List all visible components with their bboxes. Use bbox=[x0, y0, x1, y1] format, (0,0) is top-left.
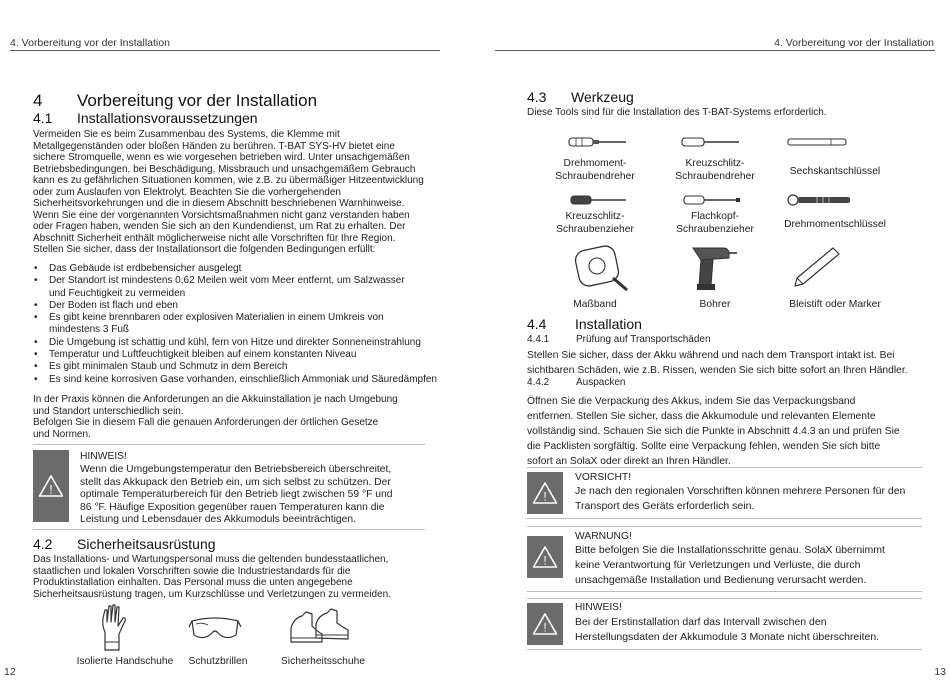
text-line: • Das Gebäude ist erdbebensicher ausgelegt bbox=[49, 263, 242, 274]
running-header: 4. Vorbereitung vor der Installation bbox=[774, 37, 934, 49]
text-line: sofort an SolaX oder direkt an Ihren Händler. bbox=[527, 456, 731, 467]
section-number: 4.2 bbox=[33, 536, 53, 552]
running-header: 4. Vorbereitung vor der Installation bbox=[10, 37, 170, 49]
section-number: 4.4 bbox=[527, 316, 547, 332]
text-line: Flachkopf- bbox=[690, 211, 740, 222]
chapter-heading bbox=[33, 91, 317, 111]
list-item bbox=[32, 349, 462, 361]
practice-paragraph bbox=[33, 394, 453, 440]
tape-measure-icon bbox=[573, 244, 629, 292]
text-line: Stellen Sie sicher, dass der Installationsort die folgenden Bedingungen erfüllt: bbox=[33, 244, 376, 255]
section-4-1-heading bbox=[33, 110, 258, 126]
text-line: • Es gibt keine brennbaren oder explosiven Materialien in einem Umkreis von bbox=[49, 312, 384, 324]
tool-label: Drehmomentschlüssel bbox=[784, 219, 886, 230]
section-4-4-1-heading bbox=[527, 334, 711, 345]
phillips-screwdriver-icon bbox=[681, 136, 741, 148]
text-line: sichere Stromquelle, wenn es wie vorgesehen betrieben wird. Unter unsachgemäßen bbox=[33, 152, 410, 163]
text-line: Metallgegenständen oder bloßen Händen zu berühren. T-BAT SYS-HV bietet eine bbox=[33, 140, 395, 152]
text-line: • Es sind keine korrosiven Gase vorhanden, einschließlich Ammoniak und Säuredämpfen bbox=[49, 373, 437, 385]
notice-title: HINWEIS! bbox=[80, 451, 127, 462]
warning-title: WARNUNG! bbox=[575, 531, 632, 542]
text-line: mindestens 3 Fuß bbox=[49, 324, 130, 336]
text-line: vollständig sind. Schauen Sie sich die Punkte in Abschnitt 4.4.3 an und prüfen Sie bbox=[527, 426, 900, 437]
safety-paragraph bbox=[33, 554, 453, 600]
warning-icon bbox=[33, 450, 69, 522]
equipment-label: Sicherheitsschuhe bbox=[280, 656, 366, 667]
text-line: Kreuzschlitz- bbox=[685, 158, 745, 169]
text-line: Je nach den regionalen Vorschriften können mehrere Personen für den bbox=[575, 485, 906, 497]
text-line: Wenn Sie eine der vorgenannten Vorsichtsmaßnahmen nicht ganz verstanden haben bbox=[33, 209, 410, 221]
text-line: Produktinstallation einhalten. Das Personal muss die unten angegebene bbox=[33, 577, 353, 588]
text-line: und Standort unterschiedlich sein. bbox=[33, 405, 184, 417]
text-line: optimale Temperaturbereich für den Betrieb liegt zwischen 59 °F und bbox=[80, 489, 393, 500]
chapter-number: 4 bbox=[33, 91, 43, 110]
text-line: Drehmoment- bbox=[563, 158, 627, 169]
equipment-label: Isolierte Handschuhe bbox=[76, 656, 174, 667]
tool-label bbox=[665, 210, 765, 236]
section-title: Auspacken bbox=[576, 377, 626, 388]
text-line: Öffnen Sie die Verpackung des Akkus, indem Sie das Verpackungsband bbox=[527, 396, 856, 407]
section-title: Prüfung auf Transportschäden bbox=[576, 334, 711, 345]
header-rule bbox=[495, 50, 935, 51]
text-line: sichtbaren Schäden, wie z.B. Rissen, wenden Sie sich bitte sofort an Ihren Händler. bbox=[527, 365, 908, 376]
text-line: Leistung und Lebensdauer des Akkumoduls beeinträchtigen. bbox=[80, 514, 356, 525]
conditions-list bbox=[32, 263, 462, 386]
text-line: • Temperatur und Luftfeuchtigkeit bleiben auf einem konstanten Niveau bbox=[49, 349, 357, 361]
text-line: staatlichen und lokalen Vorschriften sowie die Industriestandards für die bbox=[33, 565, 351, 577]
transport-paragraph bbox=[527, 348, 942, 378]
section-number: 4.4.1 bbox=[527, 334, 550, 345]
section-4-3-heading bbox=[527, 89, 634, 105]
text-line: • Es gibt minimalen Staub und Schmutz in dem Bereich bbox=[49, 361, 288, 373]
text-line: • Der Standort ist mindestens 0,62 Meilen weit vom Meer entfernt, um Salzwasser bbox=[49, 275, 405, 287]
list-item bbox=[32, 300, 462, 312]
text-line: stellt das Akkupack den Betrieb ein, um sich selbst zu schützen. Der bbox=[80, 476, 391, 488]
text-line: Bei der Erstinstallation darf das Intervall zwischen den bbox=[575, 616, 827, 628]
torque-screwdriver-icon bbox=[568, 134, 628, 150]
section-number: 4.4.2 bbox=[527, 377, 550, 388]
tools-intro: Diese Tools sind für die Installation des T-BAT-Systems erforderlich. bbox=[527, 107, 827, 118]
text-line: Sicherheitsvorkehrungen und die in diesem Abschnitt beschriebenen Warnhinweise. bbox=[33, 198, 405, 209]
section-title: Sicherheitsausrüstung bbox=[77, 536, 216, 552]
text-line: Schraubendreher bbox=[555, 171, 635, 182]
section-4-2-heading bbox=[33, 536, 216, 552]
text-line: Vermeiden Sie es beim Zusammenbau des Systems, die Klemme mit bbox=[33, 129, 340, 140]
torque-wrench-icon bbox=[787, 191, 853, 209]
text-line: kann es zu gefährlichen Situationen kommen, wie z.B. zu übermäßiger Hitzeentwicklung bbox=[33, 175, 424, 186]
svg-text:!: ! bbox=[49, 482, 53, 497]
intro-paragraph bbox=[33, 129, 453, 256]
header-rule bbox=[10, 50, 440, 51]
warning-icon bbox=[527, 603, 563, 645]
caution-title: VORSICHT! bbox=[575, 472, 632, 483]
tool-label: Sechskantschlüssel bbox=[789, 166, 881, 177]
tool-label: Maßband bbox=[573, 299, 617, 310]
text-line: unsachgemäße Installation und Bedienung verursacht werden. bbox=[575, 574, 867, 586]
hex-key-icon bbox=[787, 136, 849, 148]
safety-shoes-icon bbox=[288, 606, 352, 648]
list-item bbox=[32, 337, 462, 349]
flathead-screwdriver-icon bbox=[683, 194, 741, 206]
tool-label: Bleistift oder Marker bbox=[789, 299, 881, 310]
gloves-icon bbox=[98, 602, 132, 654]
text-line: In der Praxis können die Anforderungen an die Akkuinstallation je nach Umgebung bbox=[33, 394, 398, 405]
drill-icon bbox=[687, 240, 739, 292]
equipment-label: Schutzbrillen bbox=[188, 656, 248, 667]
text-line: Das Installations- und Wartungspersonal muss die geltenden bundesstaatlichen, bbox=[33, 554, 389, 565]
warning-icon bbox=[527, 472, 563, 514]
text-line: Befolgen Sie in diesem Fall die genauen Anforderungen der örtlichen Gesetze bbox=[33, 417, 379, 428]
section-4-4-2-heading bbox=[527, 377, 625, 388]
list-item bbox=[32, 275, 462, 300]
warning-icon bbox=[527, 536, 563, 578]
text-line: Herstellungsdaten der Akkumodule 3 Monate nicht überschreiten. bbox=[575, 631, 880, 643]
list-item bbox=[32, 374, 462, 386]
svg-text:!: ! bbox=[543, 553, 547, 568]
section-title: Installationsvoraussetzungen bbox=[77, 110, 258, 126]
text-line: Schraubenzieher bbox=[676, 224, 754, 235]
pencil-icon bbox=[793, 246, 841, 288]
section-title: Installation bbox=[575, 316, 642, 332]
caution-text bbox=[575, 484, 920, 514]
section-title: Werkzeug bbox=[571, 89, 634, 105]
text-line: Transport des Geräts erforderlich sein. bbox=[575, 500, 755, 512]
text-line: und Normen. bbox=[33, 428, 91, 440]
unpack-paragraph bbox=[527, 394, 942, 469]
list-item bbox=[32, 361, 462, 373]
notice-title: HINWEIS! bbox=[575, 602, 622, 613]
text-line: die Packlisten sorgfältig. Sollte eine Verpackung fehlen, wenden Sie sich bitte bbox=[527, 441, 881, 452]
text-line: Kreuzschlitz- bbox=[565, 211, 625, 222]
text-line: Bitte befolgen Sie die Installationsschritte genau. SolaX übernimmt bbox=[575, 544, 885, 556]
page-number: 13 bbox=[934, 666, 946, 678]
text-line: Stellen Sie sicher, dass der Akku während und nach dem Transport intakt ist. Bei bbox=[527, 350, 895, 361]
tool-label bbox=[545, 210, 645, 236]
text-line: Betriebsbedingungen, bei Beschädigung, Missbrauch und unsachgemäßem Gebrauch bbox=[33, 163, 416, 175]
tool-label bbox=[545, 157, 645, 183]
text-line: Abschnitt Sicherheit enthält möglicherweise nicht alle Vorschriften für Ihre Region. bbox=[33, 232, 396, 244]
notice-text bbox=[575, 615, 920, 645]
warning-text bbox=[575, 543, 920, 588]
text-line: Sicherheitsausrüstung tragen, um Kurzschlüsse und Verletzungen zu vermeiden. bbox=[33, 588, 391, 600]
text-line: • Die Umgebung ist schattig und kühl, fern von Hitze und direkter Sonneneinstrahlung bbox=[49, 336, 421, 348]
text-line: • Der Boden ist flach und eben bbox=[49, 299, 178, 311]
chapter-title: Vorbereitung vor der Installation bbox=[77, 91, 318, 110]
list-item bbox=[32, 312, 462, 337]
safety-glasses-icon bbox=[188, 613, 242, 647]
tool-label bbox=[665, 157, 765, 183]
text-line: oder Fragen haben, wenden Sie sich an den Kundendienst, um Rat zu erhalten. Der bbox=[33, 221, 406, 232]
section-number: 4.3 bbox=[527, 89, 547, 105]
svg-text:!: ! bbox=[543, 489, 547, 504]
text-line: Schraubenzieher bbox=[556, 224, 634, 235]
page-number: 12 bbox=[4, 666, 16, 678]
text-line: Schraubendreher bbox=[675, 171, 755, 182]
text-line: entfernen. Stellen Sie sicher, dass die Akkumodule und relevanten Elemente bbox=[527, 411, 876, 422]
svg-text:!: ! bbox=[543, 620, 547, 635]
tool-label: Bohrer bbox=[699, 299, 731, 310]
section-number: 4.1 bbox=[33, 110, 53, 126]
section-4-4-heading bbox=[527, 316, 642, 332]
phillips-screwdriver-icon bbox=[570, 193, 628, 207]
text-line: oder zum Auslaufen von Elektrolyt. Beachten Sie die vorhergehenden bbox=[33, 186, 341, 198]
notice-text bbox=[80, 464, 420, 527]
text-line: Wenn die Umgebungstemperatur den Betriebsbereich überschreitet, bbox=[80, 464, 392, 475]
text-line: keine Verantwortung für Verletzungen und Verluste, die durch bbox=[575, 559, 861, 571]
list-item bbox=[32, 263, 462, 275]
text-line: 86 °F. Häufige Exposition gegenüber rauen Temperaturen kann die bbox=[80, 501, 385, 513]
text-line: und Feuchtigkeit zu vermeiden bbox=[49, 287, 186, 299]
right-page bbox=[475, 0, 950, 690]
